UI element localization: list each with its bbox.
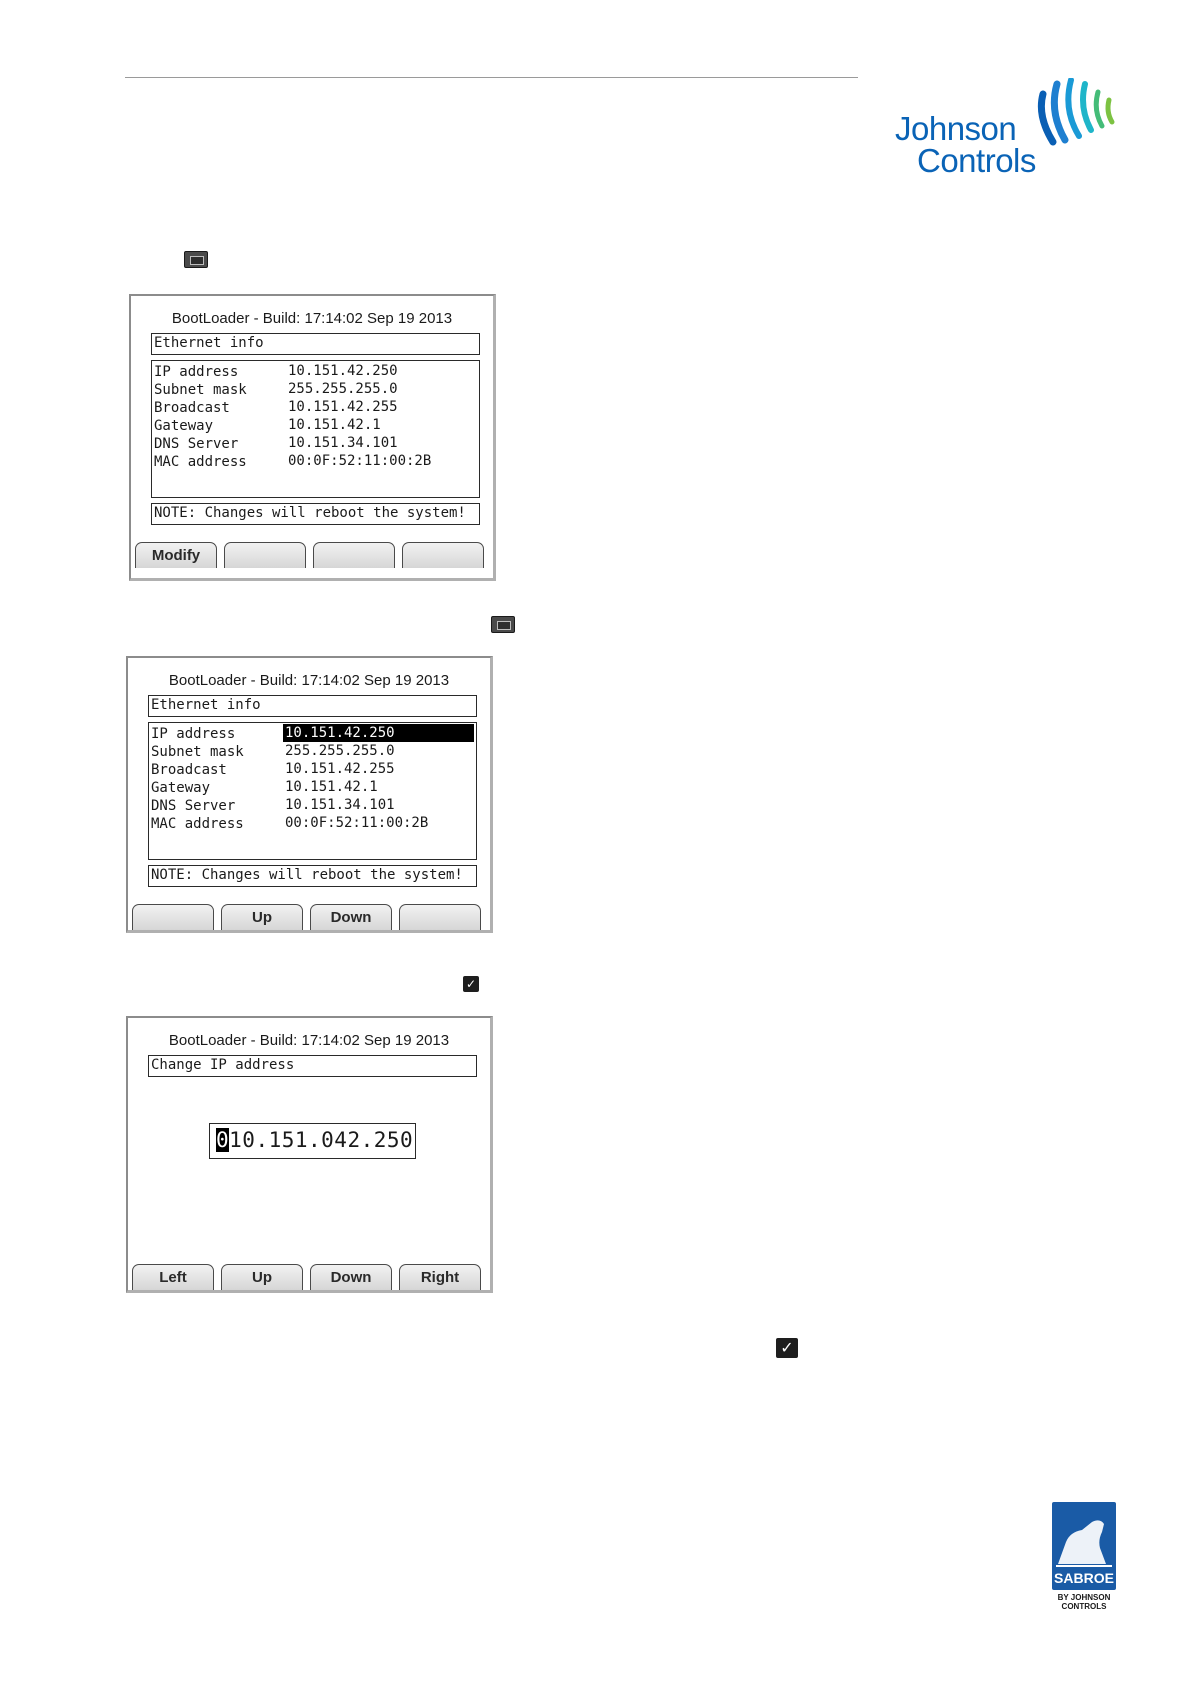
field-value: 10.151.42.255: [285, 761, 395, 777]
field-value: 255.255.255.0: [285, 743, 395, 759]
note-text: NOTE: Changes will reboot the system!: [151, 867, 463, 883]
field-value: 10.151.42.250: [288, 363, 398, 379]
list-item-value: [288, 452, 431, 470]
list-item: [151, 761, 227, 779]
field-value: 255.255.255.0: [288, 381, 398, 397]
field-label: Subnet mask: [154, 382, 247, 398]
softkey-4[interactable]: [399, 904, 481, 930]
field-value: 10.151.34.101: [285, 797, 395, 813]
field-label: Broadcast: [151, 762, 227, 778]
section-header: [151, 333, 480, 355]
softkey-right[interactable]: Right: [399, 1264, 481, 1290]
bootloader-screen-1: [129, 294, 496, 581]
logo-wave-icon: [1035, 78, 1120, 150]
field-label: MAC address: [151, 816, 244, 832]
field-value: 00:0F:52:11:00:2B: [288, 453, 432, 469]
field-value: 10.151.42.255: [288, 399, 398, 415]
list-item-value-selected[interactable]: [283, 724, 474, 742]
list-item-value: [285, 778, 378, 796]
field-value: 10.151.42.1: [288, 417, 381, 433]
edit-cursor: 0: [216, 1128, 230, 1152]
brand-name: SABROE: [1054, 1570, 1114, 1586]
johnson-controls-logo: [895, 78, 1120, 178]
check-icon: ✓: [776, 1338, 798, 1358]
list-item: [151, 815, 244, 833]
section-label: Ethernet info: [151, 697, 261, 713]
list-item: [151, 797, 235, 815]
softkey-left[interactable]: Left: [132, 1264, 214, 1290]
field-label: Gateway: [151, 780, 211, 796]
menu-key-icon: [491, 616, 515, 633]
list-item: [154, 363, 238, 381]
screen-title: BootLoader - Build: 17:14:02 Sep 19 2013: [168, 672, 450, 689]
list-item: [151, 743, 244, 761]
section-label: Change IP address: [151, 1057, 295, 1073]
softkey-3[interactable]: [313, 542, 395, 568]
list-item-value: [285, 742, 395, 760]
menu-key-icon: [184, 251, 208, 268]
ip-value: 10.151.042.250: [229, 1128, 414, 1152]
softkey-bar: [133, 542, 491, 568]
softkey-modify[interactable]: Modify: [135, 542, 217, 568]
bootloader-screen-3: [126, 1016, 493, 1293]
header-rule: [125, 77, 858, 78]
note-text: NOTE: Changes will reboot the system!: [154, 505, 466, 521]
logo-text-line1: Johnson: [895, 110, 1017, 147]
note-box: [148, 865, 477, 887]
screen-title: BootLoader - Build: 17:14:02 Sep 19 2013: [168, 1032, 450, 1049]
softkey-bar: [130, 904, 488, 930]
list-item: [151, 779, 210, 797]
screen-title: BootLoader - Build: 17:14:02 Sep 19 2013: [171, 310, 453, 327]
field-value: 10.151.34.101: [288, 435, 398, 451]
field-label: IP address: [151, 726, 236, 742]
ethernet-info-list: [148, 722, 477, 860]
list-item-value: [288, 362, 398, 380]
brand-sub-line2: CONTROLS: [1061, 1602, 1107, 1611]
ethernet-info-list: [151, 360, 480, 498]
field-label: MAC address: [154, 454, 247, 470]
softkey-1[interactable]: [132, 904, 214, 930]
list-item-value: [288, 416, 381, 434]
list-item: [151, 725, 235, 743]
softkey-up[interactable]: Up: [221, 904, 303, 930]
field-value: 00:0F:52:11:00:2B: [285, 815, 429, 831]
section-header: [148, 1055, 477, 1077]
field-label: Gateway: [154, 418, 214, 434]
section-header: [148, 695, 477, 717]
softkey-bar: [130, 1264, 488, 1290]
field-value: 10.151.42.1: [285, 779, 378, 795]
check-icon: ✓: [463, 976, 479, 992]
list-item-value: [288, 380, 398, 398]
note-box: [151, 503, 480, 525]
list-item: [154, 435, 238, 453]
brand-sub-line1: BY JOHNSON: [1057, 1593, 1111, 1602]
list-item: [154, 417, 213, 435]
field-label: IP address: [154, 364, 239, 380]
list-item: [154, 381, 247, 399]
field-label: Subnet mask: [151, 744, 244, 760]
list-item-value: [285, 814, 428, 832]
softkey-down[interactable]: Down: [310, 1264, 392, 1290]
softkey-down[interactable]: Down: [310, 904, 392, 930]
sabroe-logo: [1052, 1502, 1116, 1614]
field-label: DNS Server: [154, 436, 239, 452]
logo-text-line2: Controls: [917, 142, 1036, 179]
softkey-up[interactable]: Up: [221, 1264, 303, 1290]
section-label: Ethernet info: [154, 335, 264, 351]
field-label: DNS Server: [151, 798, 236, 814]
bootloader-screen-2: [126, 656, 493, 933]
list-item-value: [285, 796, 395, 814]
softkey-2[interactable]: [224, 542, 306, 568]
list-item: [154, 453, 247, 471]
list-item-value: [288, 434, 398, 452]
ip-address-input[interactable]: [209, 1123, 416, 1159]
field-label: Broadcast: [154, 400, 230, 416]
field-value: 10.151.42.250: [285, 725, 395, 741]
softkey-4[interactable]: [402, 542, 484, 568]
list-item-value: [285, 760, 395, 778]
list-item: [154, 399, 230, 417]
list-item-value: [288, 398, 398, 416]
